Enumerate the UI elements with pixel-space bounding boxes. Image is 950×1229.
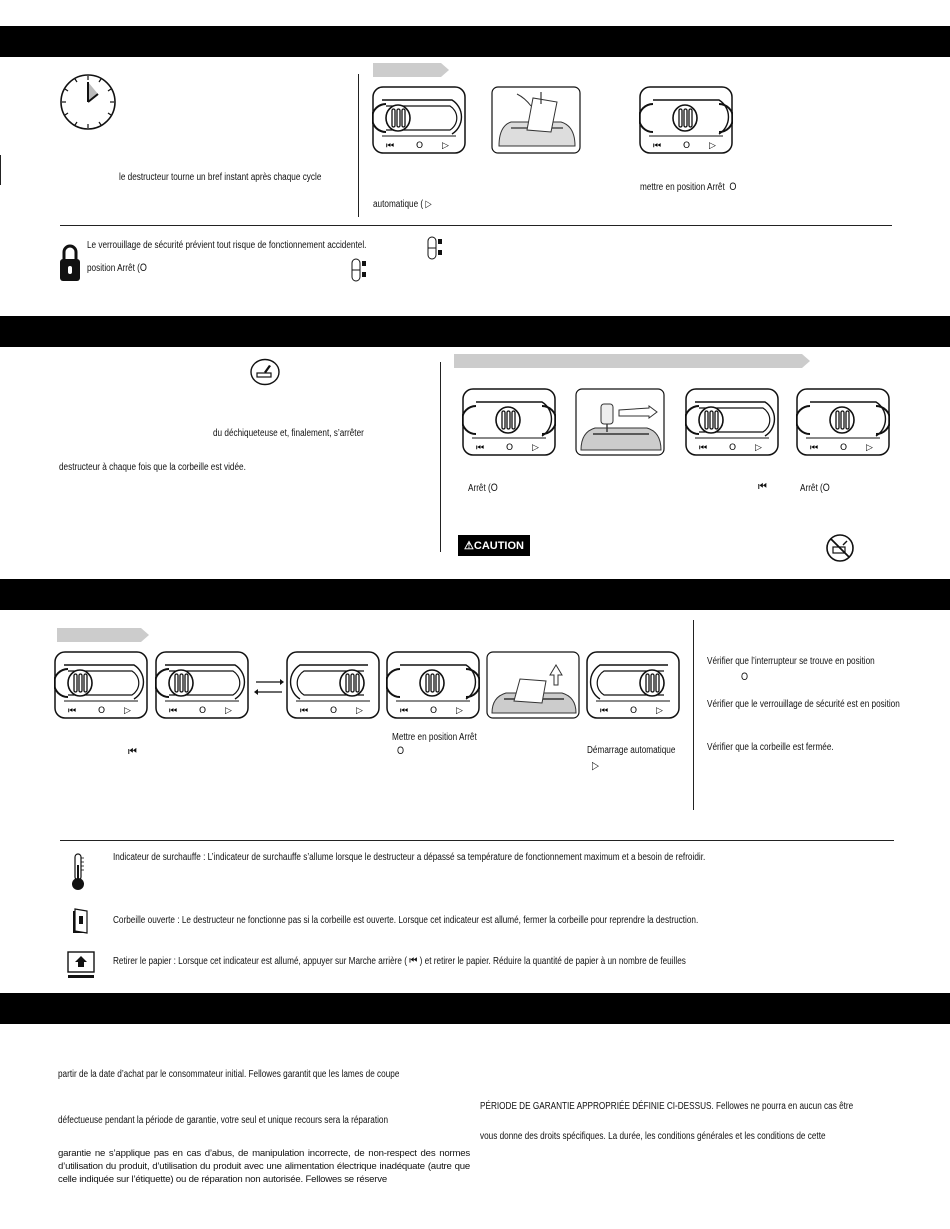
remove-paper-icon <box>67 951 95 979</box>
section-bar-maint <box>0 316 950 347</box>
step-label-auto: automatique ( ▷ <box>373 199 432 210</box>
oil-indicator-icon <box>249 358 281 386</box>
thermometer-icon <box>70 853 86 891</box>
switch-diagram-off-2 <box>462 388 556 456</box>
off-icon: O <box>729 181 737 193</box>
maint-label-off-1: Arrêt (O <box>468 482 498 494</box>
divider-horizontal <box>60 225 892 226</box>
step-arrow-tab-3 <box>57 628 149 642</box>
photo-remove-paper <box>486 651 580 719</box>
timer-text: le destructeur tourne un bref instant après chaque cycle <box>119 172 322 183</box>
step-arrow-tab <box>373 63 449 77</box>
step-label-off: mettre en position Arrêt O <box>640 181 737 193</box>
maint-text-1: du déchiqueteuse et, finalement, s’arrêter <box>213 428 364 439</box>
lock-text-2: position Arrêt (O <box>87 262 147 274</box>
off-icon: O <box>397 745 405 757</box>
photo-oil <box>575 388 665 456</box>
section-bar-jam <box>0 579 950 610</box>
divider-vertical <box>358 74 359 217</box>
warranty-left-3: garantie ne s’applique pas en cas d’abus, de manipulation incorrecte, de non-respect des normes d’utilisation du produit, d’utilisation du produit avec une alimentation électrique inadéquate (autre que celle indiquée sur l’étiquette) ou de réparation non autorisée. Fellowes se réserve <box>58 1148 470 1185</box>
section-bar-auto <box>0 26 950 57</box>
no-aerosol-icon <box>825 533 855 563</box>
divider-horizontal-2 <box>60 840 894 841</box>
lock-icon <box>59 242 81 282</box>
switch-diagram-auto <box>286 651 380 719</box>
indicator-paper-text: Retirer le papier : Lorsque cet indicateur est allumé, appuyer sur Marche arrière ( ⏮ ) et retirer le papier. Réduire la quantité de papier à un nombre de feuilles <box>113 955 686 967</box>
off-icon: O <box>490 482 498 494</box>
bin-open-icon <box>72 908 88 934</box>
swap-arrows-icon <box>254 676 284 698</box>
photo-feed-paper <box>491 86 581 154</box>
jam-label-auto: Démarrage automatique <box>587 745 676 756</box>
switch-diagram-off <box>639 86 733 154</box>
off-icon: O <box>139 262 147 274</box>
maint-text-2: destructeur à chaque fois que la corbeille est vidée. <box>59 462 246 473</box>
jam-label-off: Mettre en position Arrêt <box>392 732 477 743</box>
section-bar-warranty <box>0 993 950 1024</box>
switch-diagram-reverse-3 <box>54 651 148 719</box>
maint-label-off-2: Arrêt (O <box>800 482 830 494</box>
switch-diagram-off-4 <box>386 651 480 719</box>
switch-diagram-auto-2 <box>586 651 680 719</box>
check-text-2: Vérifier que le verrouillage de sécurité est en position <box>707 699 900 710</box>
indicator-bin-text: Corbeille ouverte : Le destructeur ne fonctionne pas si la corbeille est ouverte. Lorsque cet indicateur est allumé, fermer la corbeille pour reprendre la destruction. <box>113 915 699 926</box>
reverse-icon: ⏮ <box>128 744 137 758</box>
warranty-left-2: défectueuse pendant la période de garantie, votre seul et unique recours sera la réparation <box>58 1115 389 1126</box>
lock-switch-icon-2 <box>351 258 367 282</box>
off-icon: O <box>822 482 830 494</box>
clock-icon <box>58 72 118 132</box>
caution-badge: ⚠CAUTION <box>458 535 530 556</box>
reverse-icon: ⏮ <box>758 479 767 493</box>
reverse-icon: ⏮ <box>409 955 418 967</box>
warranty-left-1: partir de la date d’achat par le consommateur initial. Fellowes garantit que les lames de coupe <box>58 1069 400 1080</box>
warning-icon: ⚠ <box>464 540 474 552</box>
lock-text-1: Le verrouillage de sécurité prévient tout risque de fonctionnement accidentel. <box>87 240 367 251</box>
auto-icon: ▷ <box>425 199 432 210</box>
divider-vertical-3 <box>693 620 694 810</box>
step-arrow-tab-2 <box>454 354 810 368</box>
lock-switch-icon <box>427 236 443 260</box>
auto-icon: ▷ <box>592 760 599 772</box>
warranty-right-2: vous donne des droits spécifiques. La durée, les conditions générales et les conditions de cette <box>480 1131 826 1142</box>
check-text-3: Vérifier que la corbeille est fermée. <box>707 742 834 753</box>
switch-diagram-off-3 <box>796 388 890 456</box>
margin-tick <box>0 155 1 185</box>
switch-diagram-reverse-2 <box>685 388 779 456</box>
switch-diagram-reverse <box>372 86 466 154</box>
divider-vertical-2 <box>440 362 441 552</box>
warranty-right-1: PÉRIODE DE GARANTIE APPROPRIÉE DÉFINIE CI-DESSUS. Fellowes ne pourra en aucun cas être <box>480 1101 854 1112</box>
off-icon: O <box>741 671 749 683</box>
indicator-overheat-text: Indicateur de surchauffe : L’indicateur de surchauffe s’allume lorsque le destructeur a dépassé sa température de fonctionnement maximum et a besoin de refroidir. <box>113 852 706 863</box>
check-text-1: Vérifier que l’interrupteur se trouve en position <box>707 656 875 667</box>
switch-diagram-reverse-4 <box>155 651 249 719</box>
